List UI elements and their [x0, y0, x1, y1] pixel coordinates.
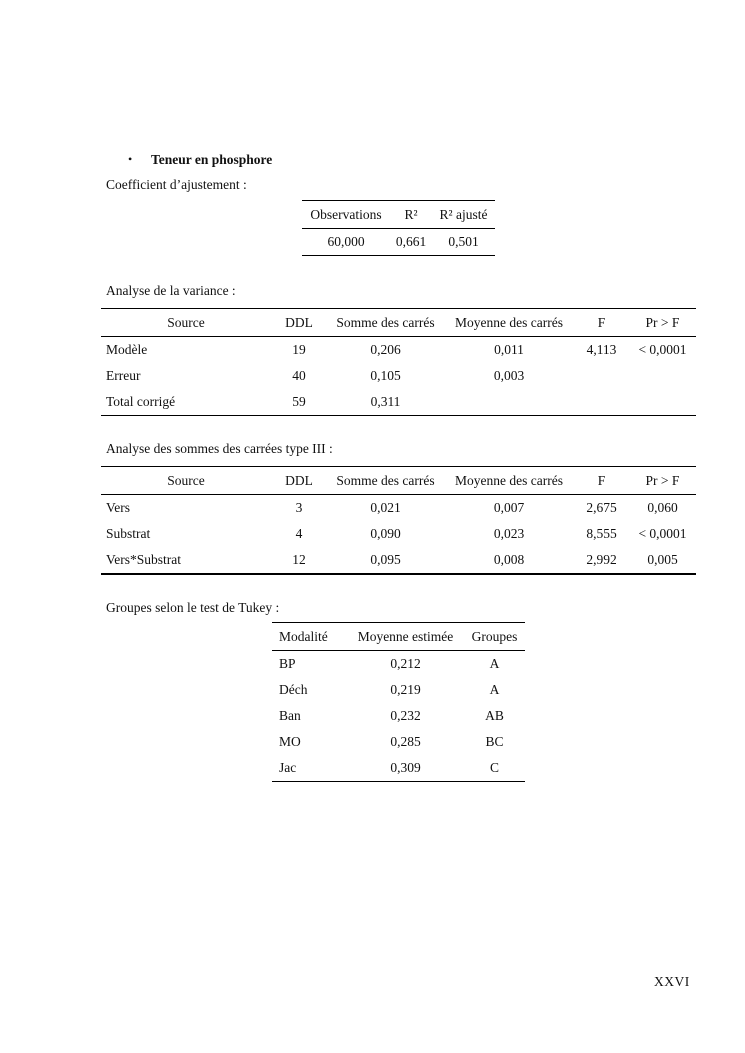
- fit-table: [302, 200, 495, 256]
- col-header: F: [574, 467, 629, 495]
- cell: 2,675: [586, 500, 617, 515]
- col-header: Moyenne des carrés: [444, 309, 574, 337]
- cell: 40: [292, 368, 306, 383]
- col-header: Source: [101, 309, 271, 337]
- cell: Substrat: [106, 526, 151, 541]
- tukey-label: Groupes selon le test de Tukey :: [106, 600, 280, 615]
- type3-label: Analyse des sommes des carrées type III :: [106, 441, 333, 456]
- cell: 0,011: [494, 342, 524, 357]
- cell: MO: [279, 734, 301, 749]
- cell: 0,003: [493, 368, 525, 383]
- cell: Erreur: [106, 368, 141, 383]
- cell: [629, 363, 696, 389]
- col-header: DDL: [271, 309, 327, 337]
- page-number: XXVI: [654, 974, 690, 989]
- cell: AB: [485, 708, 504, 723]
- table-row: [302, 229, 495, 256]
- bullet-icon: •: [128, 152, 133, 166]
- cell: 0,309: [347, 755, 464, 782]
- cell: 0,232: [390, 708, 421, 723]
- cell: 8,555: [586, 526, 617, 541]
- cell: Déch: [279, 682, 308, 697]
- cell: 0,285: [390, 734, 421, 749]
- cell: 0,501: [432, 229, 495, 256]
- cell: 0,219: [390, 682, 421, 697]
- type3-table: [101, 466, 696, 575]
- cell: 12: [271, 547, 327, 574]
- cell: 0,206: [370, 342, 401, 357]
- table-row: [272, 755, 525, 782]
- col-header: Moyenne estimée: [347, 623, 464, 651]
- col-header: Pr > F: [629, 467, 696, 495]
- cell: < 0,0001: [638, 526, 687, 541]
- cell: Ban: [279, 708, 301, 723]
- cell: 0,005: [629, 547, 696, 574]
- cell: [444, 389, 574, 416]
- col-header: Observations: [302, 201, 390, 229]
- cell: 0,007: [493, 500, 525, 515]
- cell: 60,000: [302, 229, 390, 256]
- cell: < 0,0001: [638, 342, 687, 357]
- cell: Modèle: [106, 342, 148, 357]
- cell: Vers*Substrat: [101, 547, 271, 574]
- tukey-table: [272, 622, 525, 782]
- cell: 3: [295, 500, 303, 515]
- table-row: [101, 547, 696, 574]
- cell: BC: [485, 734, 504, 749]
- table-row: [101, 495, 696, 522]
- cell: 0,021: [370, 500, 401, 515]
- table-row: [272, 677, 525, 703]
- cell: 0,105: [370, 368, 401, 383]
- cell: 4,113: [586, 342, 617, 357]
- col-header: F: [574, 309, 629, 337]
- cell: A: [489, 656, 500, 671]
- table-row: [272, 651, 525, 678]
- table-row: [101, 337, 696, 364]
- anova-table: [101, 308, 696, 416]
- col-header: Moyenne des carrés: [444, 467, 574, 495]
- cell: 4: [295, 526, 303, 541]
- cell: 0,090: [370, 526, 401, 541]
- cell: Total corrigé: [101, 389, 271, 416]
- cell: 0,311: [327, 389, 444, 416]
- cell: 0,212: [390, 656, 421, 671]
- cell: [574, 389, 629, 416]
- col-header: Somme des carrés: [327, 467, 444, 495]
- cell: BP: [279, 656, 296, 671]
- section-title: Teneur en phosphore: [151, 152, 273, 167]
- cell: [629, 389, 696, 416]
- col-header: R²: [390, 201, 432, 229]
- cell: 0,023: [493, 526, 525, 541]
- cell: A: [489, 682, 500, 697]
- cell: 0,095: [327, 547, 444, 574]
- cell: [574, 363, 629, 389]
- col-header: R² ajusté: [432, 201, 495, 229]
- cell: 59: [271, 389, 327, 416]
- table-row: [272, 729, 525, 755]
- col-header: DDL: [271, 467, 327, 495]
- table-row: [272, 703, 525, 729]
- col-header: Groupes: [464, 623, 525, 651]
- cell: 0,060: [647, 500, 678, 515]
- col-header: Modalité: [272, 623, 347, 651]
- col-header: Source: [101, 467, 271, 495]
- cell: 19: [292, 342, 306, 357]
- cell: Vers: [106, 500, 130, 515]
- cell: 0,008: [444, 547, 574, 574]
- cell: 2,992: [574, 547, 629, 574]
- col-header: Somme des carrés: [327, 309, 444, 337]
- table-row: [101, 389, 696, 416]
- col-header: Pr > F: [629, 309, 696, 337]
- anova-label: Analyse de la variance :: [106, 283, 236, 298]
- table-row: [101, 521, 696, 547]
- cell: Jac: [272, 755, 347, 782]
- fit-label: Coefficient d’ajustement :: [106, 177, 247, 192]
- cell: 0,661: [390, 229, 432, 256]
- cell: C: [464, 755, 525, 782]
- table-row: [101, 363, 696, 389]
